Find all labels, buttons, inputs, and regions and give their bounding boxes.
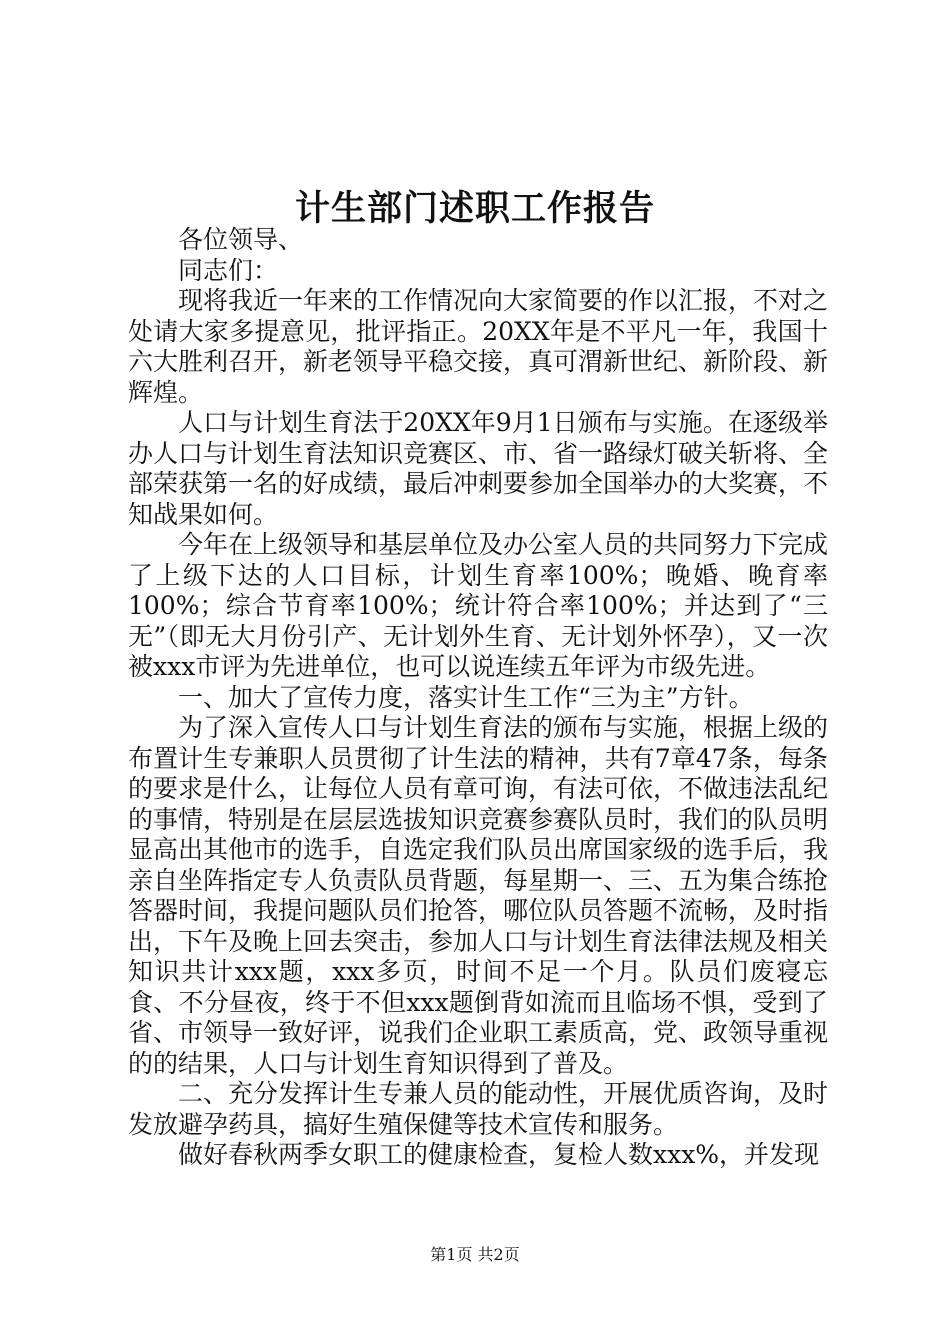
salutation-comrades: 同志们： bbox=[178, 255, 279, 285]
paragraph-achievements: 今年在上级领导和基层单位及办公室人员的共同努力下完成了上级下达的人口目标，计划生育率100%；晚婚、晚育率100%；综合节育率100%；统计符合率100%；并达到了“三无”（即无大月份引产、无计划外生育、无计划外怀孕），又一次被xxx市评为先进单位，也可以说连续五年评为市级先进。 bbox=[128, 530, 829, 681]
paragraph-health-check: 做好春秋两季女职工的健康检查，复检人数xxx%，并发现 bbox=[178, 1140, 820, 1169]
paragraph-publicity: 为了深入宣传人口与计划生育法的颁布与实施，根据上级的布置计生专兼职人员贯彻了计生法的精神，共有7章47条，每条的要求是什么，让每位人员有章可询，有法可依，不做违法乱纪的事情，特别是在层层选拔知识竞赛参赛队员时，我们的队员明显高出其他市的选手，自选定我们队员出席国家级的选手后，我亲自坐阵指定专人负责队员背题，每星期一、三、五为集合练抢答器时间，我提问题队员们抢答，哪位队员答题不流畅，及时指出，下午及晚上回去突击，参加人口与计划生育法律法规及相关知识共计xxx题，xxx多页，时间不足一个月。队员们废寝忘食、不分昼夜，终于不但xxx题倒背如流而且临场不惧，受到了省、市领导一致好评，说我们企业职工素质高，党、政领导重视的的结果，人口与计划生育知识得到了普及。 bbox=[128, 713, 829, 1078]
salutation-leaders: 各位领导、 bbox=[178, 225, 304, 254]
document-body bbox=[128, 225, 828, 1171]
section-heading-1: 一、加大了宣传力度，落实计生工作“三为主”方针。 bbox=[178, 682, 754, 712]
page-footer: 第1页 共2页 bbox=[430, 1245, 520, 1264]
paragraph-intro: 现将我近一年来的工作情况向大家简要的作以汇报，不对之处请大家多提意见，批评指正。20XX年是不平凡一年，我国十六大胜利召开，新老领导平稳交接，真可渭新世纪、新阶段、新辉煌。 bbox=[128, 286, 829, 407]
document-title: 计生部门述职工作报告 bbox=[294, 189, 655, 229]
section-heading-2: 二、充分发挥计生专兼人员的能动性，开展优质咨询，及时发放避孕药具，搞好生殖保健等技术宣传和服务。 bbox=[128, 1079, 829, 1139]
paragraph-law: 人口与计划生育法于20XX年9月1日颁布与实施。在逐级举办人口与计划生育法知识竞赛区、市、省一路绿灯破关斩将、全部荣获第一名的好成绩，最后冲刺要参加全国举办的大奖赛，不知战果如何。 bbox=[128, 408, 829, 529]
